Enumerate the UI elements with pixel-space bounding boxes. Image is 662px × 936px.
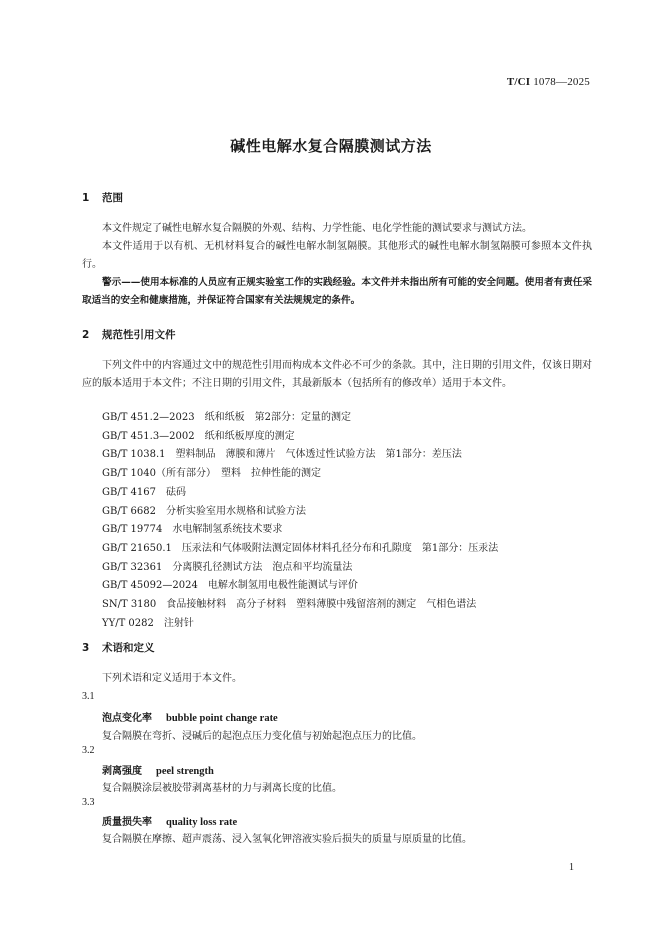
term-name-en: peel strength <box>156 766 214 777</box>
term-definition: 复合隔膜在弯折、浸碱后的起泡点压力变化值与初始起泡点压力的比值。 <box>102 731 422 742</box>
reference-item: GB/T 1040（所有部分） 塑料 拉伸性能的测定 <box>102 468 322 480</box>
term-name-en: quality loss rate <box>166 817 238 828</box>
term-number: 3.2 <box>82 745 95 756</box>
term-definition: 复合隔膜在摩擦、超声震荡、浸入氢氧化钾溶液实验后损失的质量与原质量的比值。 <box>102 834 472 845</box>
page-number: 1 <box>569 862 574 873</box>
reference-item: GB/T 451.3—2002 纸和纸板厚度的测定 <box>102 430 295 442</box>
standard-code: 1078—2025 <box>530 76 590 88</box>
reference-item: GB/T 451.2—2023 纸和纸板 第2部分：定量的测定 <box>102 412 351 423</box>
term-name <box>102 813 237 828</box>
term-name <box>102 762 214 777</box>
scope-paragraph-1: 本文件规定了碱性电解水复合隔膜的外观、结构、力学性能、电化学性能的测试要求与测试方法。 <box>102 223 532 234</box>
reference-item: GB/T 21650.1 压汞法和气体吸附法测定固体材料孔径分布和孔隙度 第1部分：压汞法 <box>102 542 499 554</box>
section-2-heading <box>82 327 176 342</box>
document-title: 碱性电解水复合隔膜测试方法 <box>230 137 432 155</box>
reference-item: GB/T 1038.1 塑料制品 薄膜和薄片 气体透过性试验方法 第1部分：差压法 <box>102 449 462 461</box>
section-1-heading <box>82 190 123 205</box>
section-3-title: 术语和定义 <box>102 642 155 654</box>
section-3-number: 3 <box>82 642 90 654</box>
section-1-number: 1 <box>82 192 90 204</box>
reference-item: GB/T 32361 分离膜孔径测试方法 泡点和平均流量法 <box>102 561 353 573</box>
section-1-title: 范围 <box>102 192 123 204</box>
reference-item: GB/T 19774 水电解制氢系统技术要求 <box>102 524 283 536</box>
reference-item: GB/T 4167 砝码 <box>102 486 187 498</box>
reference-item: GB/T 45092—2024 电解水制氢用电极性能测试与评价 <box>102 580 358 592</box>
term-number: 3.3 <box>82 797 95 808</box>
term-name-zh: 泡点变化率 <box>102 713 152 724</box>
terms-intro: 下列术语和定义适用于本文件。 <box>102 673 242 684</box>
section-3-heading <box>82 640 155 655</box>
reference-item: SN/T 3180 食品接触材料 高分子材料 塑料薄膜中残留溶剂的测定 气相色谱法 <box>102 599 477 611</box>
scope-paragraph-2: 本文件适用于以有机、无机材料复合的碱性电解水制氢隔膜。其他形式的碱性电解水制氢隔膜可参照本文件执行。 <box>82 241 592 270</box>
term-name-zh: 质量损失率 <box>102 817 152 828</box>
safety-warning: 警示——使用本标准的人员应有正规实验室工作的实践经验。本文件并未指出所有可能的安全问题。使用者有责任采取适当的安全和健康措施，并保证符合国家有关法规规定的条件。 <box>82 277 592 306</box>
reference-item: GB/T 6682 分析实验室用水规格和试验方法 <box>102 505 307 517</box>
standard-number <box>507 76 590 88</box>
section-2-number: 2 <box>82 329 90 341</box>
term-definition: 复合隔膜涂层被胶带剥离基材的力与剥离长度的比值。 <box>102 783 342 794</box>
section-2-title: 规范性引用文件 <box>102 329 176 341</box>
references-intro: 下列文件中的内容通过文中的规范性引用而构成本文件必不可少的条款。其中，注日期的引用文件，仅该日期对应的版本适用于本文件；不注日期的引用文件，其最新版本（包括所有的修改单）适用于本文件。 <box>82 360 592 389</box>
term-name-zh: 剥离强度 <box>102 766 142 777</box>
standard-prefix: T/CI <box>506 76 531 88</box>
term-name-en: bubble point change rate <box>166 713 278 724</box>
reference-item: YY/T 0282 注射针 <box>102 617 194 629</box>
normative-references-list <box>102 409 498 633</box>
term-number: 3.1 <box>82 691 95 702</box>
term-name <box>102 709 278 724</box>
